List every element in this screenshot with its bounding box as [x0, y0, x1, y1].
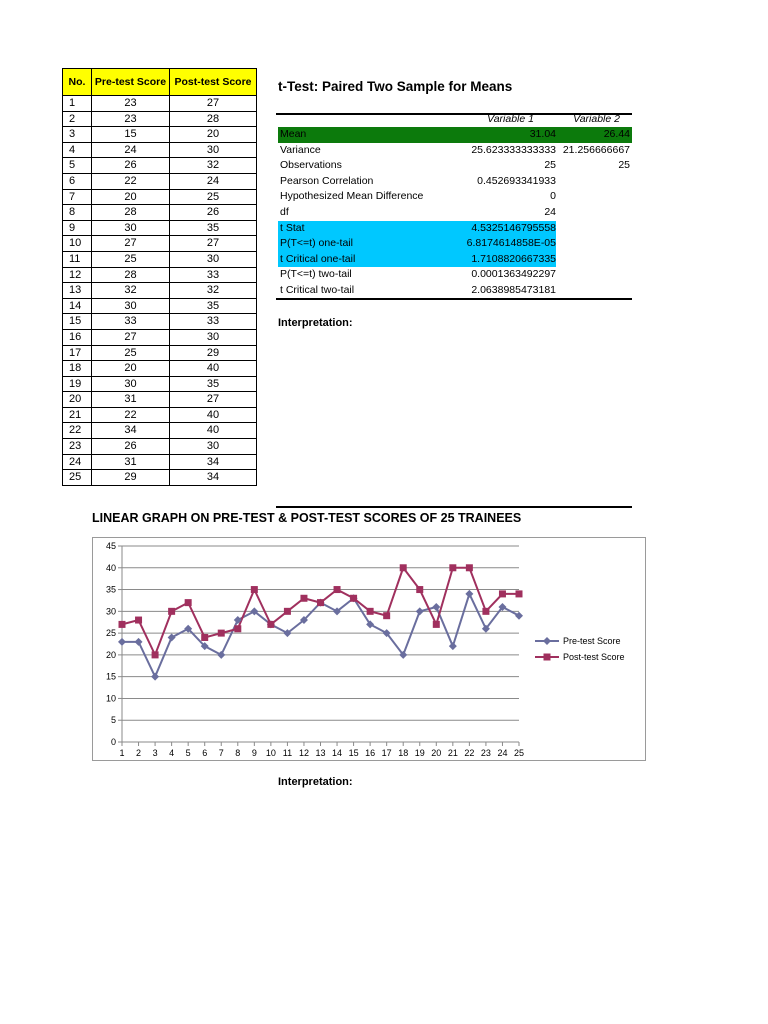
x-tick-label: 19	[414, 748, 425, 758]
row-no: 21	[63, 407, 92, 423]
table-row	[63, 283, 257, 299]
row-pre-test: 26	[92, 158, 170, 174]
row-pre-test: 28	[92, 205, 170, 221]
row-pre-test: 28	[92, 267, 170, 283]
row-pre-test: 29	[92, 470, 170, 486]
row-post-test: 35	[170, 376, 257, 392]
row-pre-test: 27	[92, 236, 170, 252]
row-pre-test: 15	[92, 127, 170, 143]
row-pre-test: 30	[92, 220, 170, 236]
header-post-test: Post-test Score	[170, 69, 257, 96]
y-tick-label: 15	[105, 671, 116, 682]
table-row	[63, 173, 257, 189]
table-row	[63, 298, 257, 314]
post-test-point	[119, 621, 126, 628]
x-tick-label: 23	[480, 748, 491, 758]
ttest-row-value1: 0.452693341933	[477, 174, 556, 187]
row-no: 23	[63, 439, 92, 455]
x-tick-label: 7	[218, 748, 224, 758]
table-row	[63, 142, 257, 158]
legend-label: Pre-test Score	[563, 636, 621, 646]
row-pre-test: 30	[92, 298, 170, 314]
row-no: 17	[63, 345, 92, 361]
post-test-point	[218, 630, 225, 637]
row-pre-test: 25	[92, 345, 170, 361]
legend-label: Post-test Score	[563, 652, 625, 662]
post-test-point	[317, 599, 324, 606]
x-tick-label: 16	[365, 748, 376, 758]
row-no: 24	[63, 454, 92, 470]
ttest-row-value2: 21.256666667	[562, 143, 630, 156]
table-row	[63, 251, 257, 267]
ttest-row-label: Variance	[280, 143, 321, 156]
row-pre-test: 30	[92, 376, 170, 392]
row-post-test: 35	[170, 220, 257, 236]
x-tick-label: 6	[202, 748, 208, 758]
x-tick-label: 12	[298, 748, 309, 758]
x-tick-label: 21	[447, 748, 458, 758]
pre-test-point	[168, 633, 176, 641]
ttest-row-value1: 6.8174614858E-05	[466, 237, 556, 250]
row-no: 22	[63, 423, 92, 439]
table-row	[63, 267, 257, 283]
y-tick-label: 10	[105, 693, 116, 704]
row-post-test: 20	[170, 127, 257, 143]
table-row	[63, 189, 257, 205]
row-no: 1	[63, 96, 92, 112]
ttest-row-label: df	[280, 206, 289, 218]
x-tick-label: 22	[464, 748, 475, 758]
x-tick-label: 3	[152, 748, 158, 758]
post-test-point	[482, 608, 489, 615]
row-no: 7	[63, 189, 92, 205]
ttest-row-label: Pearson Correlation	[280, 174, 374, 187]
table-row	[63, 376, 257, 392]
row-post-test: 24	[170, 173, 257, 189]
ttest-row	[278, 252, 632, 268]
row-post-test: 32	[170, 283, 257, 299]
ttest-row-value1: 1.7108820667335	[471, 252, 556, 265]
row-post-test: 29	[170, 345, 257, 361]
row-no: 20	[63, 392, 92, 408]
row-pre-test: 20	[92, 361, 170, 377]
table-row	[63, 454, 257, 470]
table-row	[63, 361, 257, 377]
post-test-point	[168, 608, 175, 615]
pre-test-point	[135, 638, 143, 646]
row-no: 10	[63, 236, 92, 252]
x-tick-label: 4	[169, 748, 175, 758]
y-tick-label: 35	[105, 584, 116, 595]
x-tick-label: 5	[185, 748, 191, 758]
row-no: 13	[63, 283, 92, 299]
y-tick-label: 0	[110, 737, 116, 747]
post-test-point	[433, 621, 440, 628]
post-test-point	[466, 564, 473, 571]
table-row	[63, 439, 257, 455]
pre-test-point	[432, 603, 440, 611]
ttest-title: t-Test: Paired Two Sample for Means	[278, 79, 513, 94]
x-tick-label: 15	[348, 748, 359, 758]
pre-test-point	[416, 607, 424, 615]
pre-test-point	[465, 590, 473, 598]
table-row	[63, 158, 257, 174]
row-pre-test: 25	[92, 251, 170, 267]
post-test-point	[185, 599, 192, 606]
ttest-row	[278, 143, 632, 159]
x-tick-label: 2	[136, 748, 142, 758]
row-no: 15	[63, 314, 92, 330]
row-no: 18	[63, 361, 92, 377]
row-pre-test: 22	[92, 173, 170, 189]
y-tick-label: 45	[105, 541, 116, 551]
table-row	[63, 423, 257, 439]
row-post-test: 25	[170, 189, 257, 205]
row-post-test: 35	[170, 298, 257, 314]
row-post-test: 33	[170, 267, 257, 283]
ttest-row-value1: 24	[544, 206, 556, 218]
row-no: 3	[63, 127, 92, 143]
row-pre-test: 32	[92, 283, 170, 299]
row-no: 25	[63, 470, 92, 486]
ttest-row-value1: 25.623333333333	[471, 143, 556, 156]
post-test-point	[449, 564, 456, 571]
table-row	[63, 96, 257, 112]
table-body	[63, 96, 257, 486]
y-tick-label: 20	[105, 649, 116, 660]
ttest-row	[278, 267, 632, 283]
row-post-test: 34	[170, 454, 257, 470]
row-no: 2	[63, 111, 92, 127]
row-post-test: 40	[170, 361, 257, 377]
ttest-row-label: t Stat	[280, 221, 305, 234]
post-test-point	[251, 586, 258, 593]
pre-test-point	[118, 638, 126, 646]
ttest-row-value1: 31.04	[529, 128, 556, 140]
row-post-test: 30	[170, 329, 257, 345]
row-no: 5	[63, 158, 92, 174]
row-pre-test: 22	[92, 407, 170, 423]
graph-top-rule	[276, 506, 632, 508]
row-no: 6	[63, 173, 92, 189]
table-row	[63, 407, 257, 423]
row-pre-test: 23	[92, 111, 170, 127]
legend-marker	[543, 637, 551, 645]
ttest-row	[278, 127, 632, 143]
pre-test-point	[217, 651, 225, 659]
table-row	[63, 392, 257, 408]
x-tick-label: 25	[513, 748, 525, 758]
x-tick-label: 8	[235, 748, 241, 758]
ttest-row	[278, 283, 632, 299]
y-tick-label: 5	[110, 715, 116, 726]
ttest-row	[278, 189, 632, 205]
post-test-point	[383, 612, 390, 619]
row-post-test: 40	[170, 407, 257, 423]
x-tick-label: 1	[119, 748, 125, 758]
y-tick-label: 40	[105, 562, 116, 573]
row-pre-test: 33	[92, 314, 170, 330]
y-tick-label: 25	[105, 628, 116, 639]
row-no: 19	[63, 376, 92, 392]
x-tick-label: 20	[431, 748, 442, 758]
row-post-test: 26	[170, 205, 257, 221]
table-row	[63, 314, 257, 330]
row-post-test: 32	[170, 158, 257, 174]
x-tick-label: 24	[497, 748, 508, 758]
ttest-row-value2: 25	[618, 159, 630, 172]
row-post-test: 33	[170, 314, 257, 330]
row-pre-test: 34	[92, 423, 170, 439]
row-post-test: 30	[170, 251, 257, 267]
table-row	[63, 345, 257, 361]
row-no: 9	[63, 220, 92, 236]
ttest-row-value1: 4.5325146795558	[471, 221, 556, 234]
post-test-point	[416, 586, 423, 593]
row-pre-test: 31	[92, 454, 170, 470]
chart-svg	[93, 538, 645, 760]
post-test-point	[201, 634, 208, 641]
ttest-row-label: Observations	[280, 159, 342, 172]
row-no: 12	[63, 267, 92, 283]
post-test-point	[350, 595, 357, 602]
table-row	[63, 127, 257, 143]
row-post-test: 27	[170, 392, 257, 408]
ttest-row	[278, 158, 632, 174]
ttest-row-value2: 26.44	[603, 128, 630, 140]
ttest-row	[278, 205, 632, 221]
variable2-header: Variable 2	[573, 113, 620, 125]
line-chart	[92, 537, 646, 761]
post-test-point	[400, 564, 407, 571]
pre-test-point	[151, 673, 159, 681]
ttest-row-value1: 25	[544, 159, 556, 172]
x-tick-label: 10	[265, 748, 276, 758]
row-post-test: 30	[170, 439, 257, 455]
variable1-header: Variable 1	[487, 113, 534, 125]
x-tick-label: 11	[282, 748, 293, 758]
header-pre-test: Pre-test Score	[92, 69, 170, 96]
table-row	[63, 236, 257, 252]
ttest-row-value1: 2.0638985473181	[471, 284, 556, 296]
pre-test-point	[515, 612, 523, 620]
x-tick-label: 14	[332, 748, 343, 758]
row-no: 14	[63, 298, 92, 314]
table-row	[63, 205, 257, 221]
ttest-row-label: Hypothesized Mean Difference	[280, 190, 424, 203]
ttest-row-label: Mean	[280, 128, 307, 140]
ttest-row	[278, 174, 632, 190]
table-header-row	[63, 69, 257, 96]
ttest-row-label: P(T<=t) one-tail	[280, 237, 353, 250]
row-pre-test: 31	[92, 392, 170, 408]
post-test-point	[267, 621, 274, 628]
ttest-row-label: t Critical one-tail	[280, 252, 356, 265]
post-test-point	[234, 625, 241, 632]
table-row	[63, 329, 257, 345]
row-post-test: 40	[170, 423, 257, 439]
x-tick-label: 17	[381, 748, 392, 758]
row-no: 8	[63, 205, 92, 221]
row-pre-test: 24	[92, 142, 170, 158]
post-test-point	[284, 608, 291, 615]
post-test-point	[152, 651, 159, 658]
table-row	[63, 470, 257, 486]
post-test-point	[516, 590, 523, 597]
post-test-point	[499, 590, 506, 597]
legend-marker	[544, 654, 551, 661]
y-tick-label: 30	[105, 606, 116, 617]
post-test-point	[334, 586, 341, 593]
row-post-test: 27	[170, 236, 257, 252]
ttest-row-label: t Critical two-tail	[280, 284, 355, 296]
graph-title: LINEAR GRAPH ON PRE-TEST & POST-TEST SCORES OF 25 TRAINEES	[92, 511, 522, 525]
ttest-bottom-rule	[276, 298, 632, 300]
post-test-point	[300, 595, 307, 602]
row-post-test: 34	[170, 470, 257, 486]
post-test-point	[135, 617, 142, 624]
ttest-row-value1: 0.0001363492297	[471, 268, 556, 281]
ttest-row	[278, 221, 632, 237]
x-tick-label: 9	[251, 748, 257, 758]
post-test-point	[367, 608, 374, 615]
row-no: 11	[63, 251, 92, 267]
scores-table	[62, 68, 257, 486]
row-post-test: 30	[170, 142, 257, 158]
row-no: 4	[63, 142, 92, 158]
header-no: No.	[63, 69, 92, 96]
table-row	[63, 111, 257, 127]
interpretation-label-2: Interpretation:	[278, 776, 353, 788]
x-tick-label: 13	[315, 748, 326, 758]
row-post-test: 28	[170, 111, 257, 127]
row-pre-test: 23	[92, 96, 170, 112]
row-no: 16	[63, 329, 92, 345]
ttest-row-label: P(T<=t) two-tail	[280, 268, 352, 281]
pre-test-point	[449, 642, 457, 650]
row-pre-test: 20	[92, 189, 170, 205]
row-pre-test: 27	[92, 329, 170, 345]
ttest-row	[278, 236, 632, 252]
table-row	[63, 220, 257, 236]
x-tick-label: 18	[398, 748, 409, 758]
row-post-test: 27	[170, 96, 257, 112]
ttest-row-value1: 0	[550, 190, 556, 203]
row-pre-test: 26	[92, 439, 170, 455]
interpretation-label-1: Interpretation:	[278, 317, 353, 329]
